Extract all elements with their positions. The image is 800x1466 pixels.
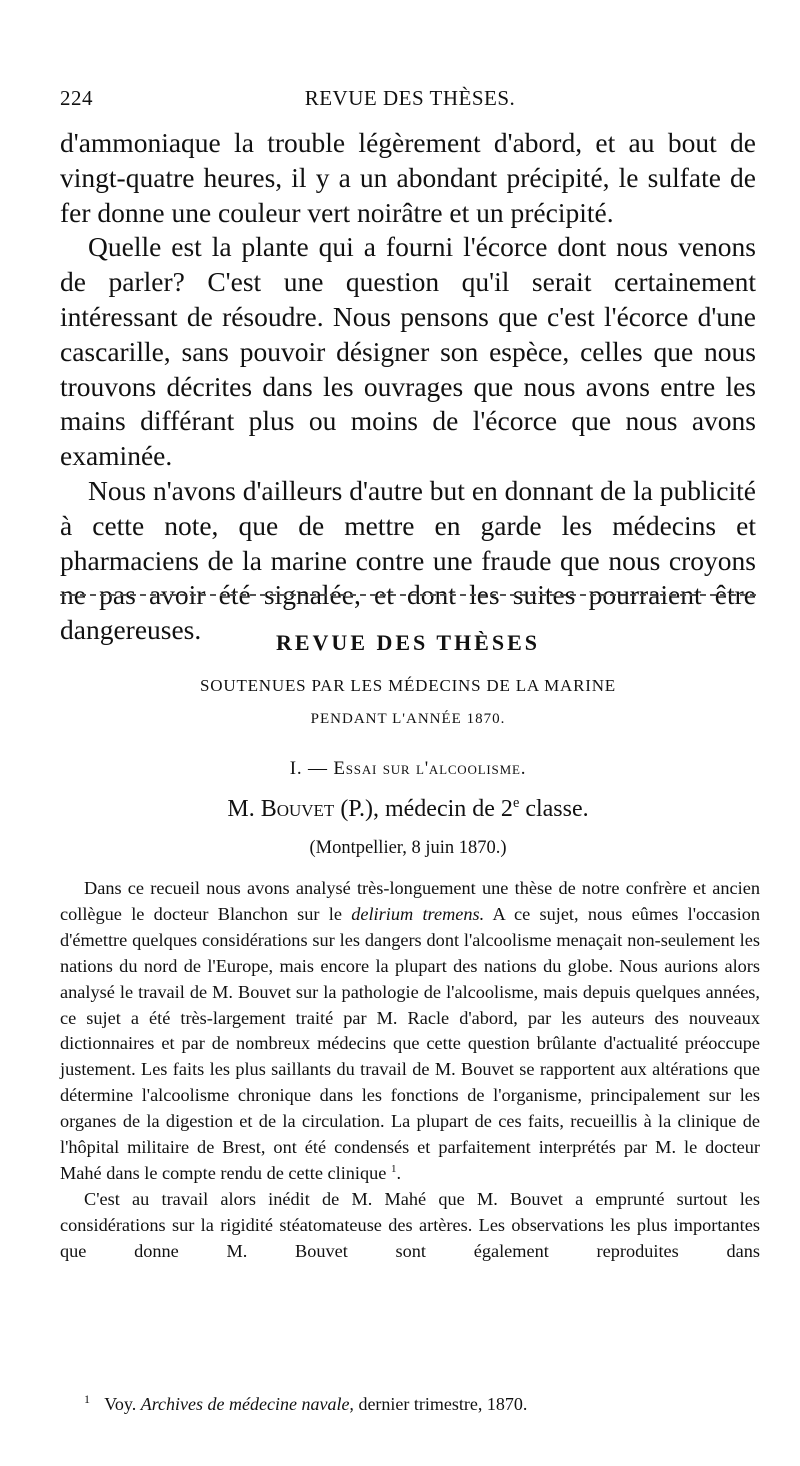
intro-paragraph: Quelle est la plante qui a fourni l'écorce dont nous venons de parler? C'est une question qu'il serait certainement intéressant de résoudre. Nous pensons que c'est l'écorce d'une cascarille, sans pouvoir désigner son espèce, celles que nous trouvons décrites dans les ouvrages que nous avons entre les mains différant plus ou moins de l'écorce que nous avons examinée. xyxy=(60,231,756,472)
review-text-end: . xyxy=(396,1162,402,1183)
review-text xyxy=(60,876,760,1265)
review-text-part: Dans ce recueil nous avons analysé très-longuement une thèse de notre confrère et ancien collègue le docteur Blanchon sur le xyxy=(60,878,760,924)
footnote-mark: 1 xyxy=(84,1392,90,1406)
essay-number: I. xyxy=(289,758,303,779)
author-role-superscript: e xyxy=(512,795,520,811)
intro-paragraph: Nous n'avons d'ailleurs d'autre but en donnant de la publicité à cette note, que de mettre en garde les médecins et pharmaciens de la marine contre une fraude que nous croyons ne pas avoir été signalée, et dont les suites pourraient être dangereuses. xyxy=(60,474,756,646)
running-header xyxy=(60,86,760,116)
author-prefix: M. xyxy=(227,796,255,822)
review-paragraph: C'est au travail alors inédit de M. Mahé que M. Bouvet a emprunté surtout les considérations sur la rigidité stéatomateuse des artères. Les observations les plus importantes que donne M. Bouvet sont également reproduites dans xyxy=(60,1188,760,1261)
footnote xyxy=(84,1392,744,1415)
footnote-suffix: dernier trimestre, 1870. xyxy=(358,1394,528,1414)
footnote-journal: Archives de médecine navale, xyxy=(140,1394,354,1414)
footnote-reference: 1 xyxy=(390,1162,397,1175)
delirium-tremens-title: delirium tremens. xyxy=(351,903,485,924)
author-role-end: classe. xyxy=(525,796,589,822)
author-line xyxy=(60,796,756,823)
running-title: REVUE DES THÈSES. xyxy=(304,86,516,110)
page-number: 224 xyxy=(60,86,93,110)
essay-heading xyxy=(60,758,756,780)
place-date: (Montpellier, 8 juin 1870.) xyxy=(309,838,507,858)
review-paragraph xyxy=(60,876,760,1187)
essay-dash: — xyxy=(308,758,328,779)
author-initial: (P.), xyxy=(340,796,379,822)
essay-title: Essai sur l'alcoolisme. xyxy=(333,758,527,779)
review-text-part: A ce sujet, nous eûmes l'occasion d'émettre quelques considérations sur les dangers dont l'alcoolisme menaçait non-seulement les nations du nord de l'Europe, mais encore la plupart des nations du globe. Nous aurions alors analysé le travail de M. Bouvet sur la pathologie de l'alcoolisme, mais depuis quelques années, ce sujet a été très-largement traité par M. Racle d'abord, par les auteurs des nouveaux dictionnaires et par de nombreux médecins que cette question brûlante d'actualité préoccupe justement. Les faits les plus saillants du travail de M. Bouvet se rapportent aux altérations que détermine l'alcoolisme chronique dans les fonctions de l'organisme, principalement sur les organes de la digestion et de la circulation. La plupart de ces faits, recueillis à la clinique de l'hôpital militaire de Brest, ont été condensés et parfaitement interprétés par M. le docteur Mahé dans le compte rendu de cette clinique xyxy=(60,903,760,1183)
section-subtitle: SOUTENUES PAR LES MÉDECINS DE LA MARINE xyxy=(200,676,616,695)
intro-text xyxy=(60,126,756,648)
author-role: médecin de 2 xyxy=(384,796,513,822)
author-name: Bouvet xyxy=(260,796,335,822)
section-divider xyxy=(60,594,756,596)
section-subtitle-year: PENDANT L'ANNÉE 1870. xyxy=(310,711,506,727)
intro-paragraph: d'ammoniaque la trouble légèrement d'abord, et au bout de vingt-quatre heures, il y a un abondant précipité, le sulfate de fer donne une couleur vert noirâtre et un précipité. xyxy=(60,127,756,228)
footnote-prefix: Voy. xyxy=(104,1394,137,1414)
section-title: REVUE DES THÈSES xyxy=(275,630,540,655)
